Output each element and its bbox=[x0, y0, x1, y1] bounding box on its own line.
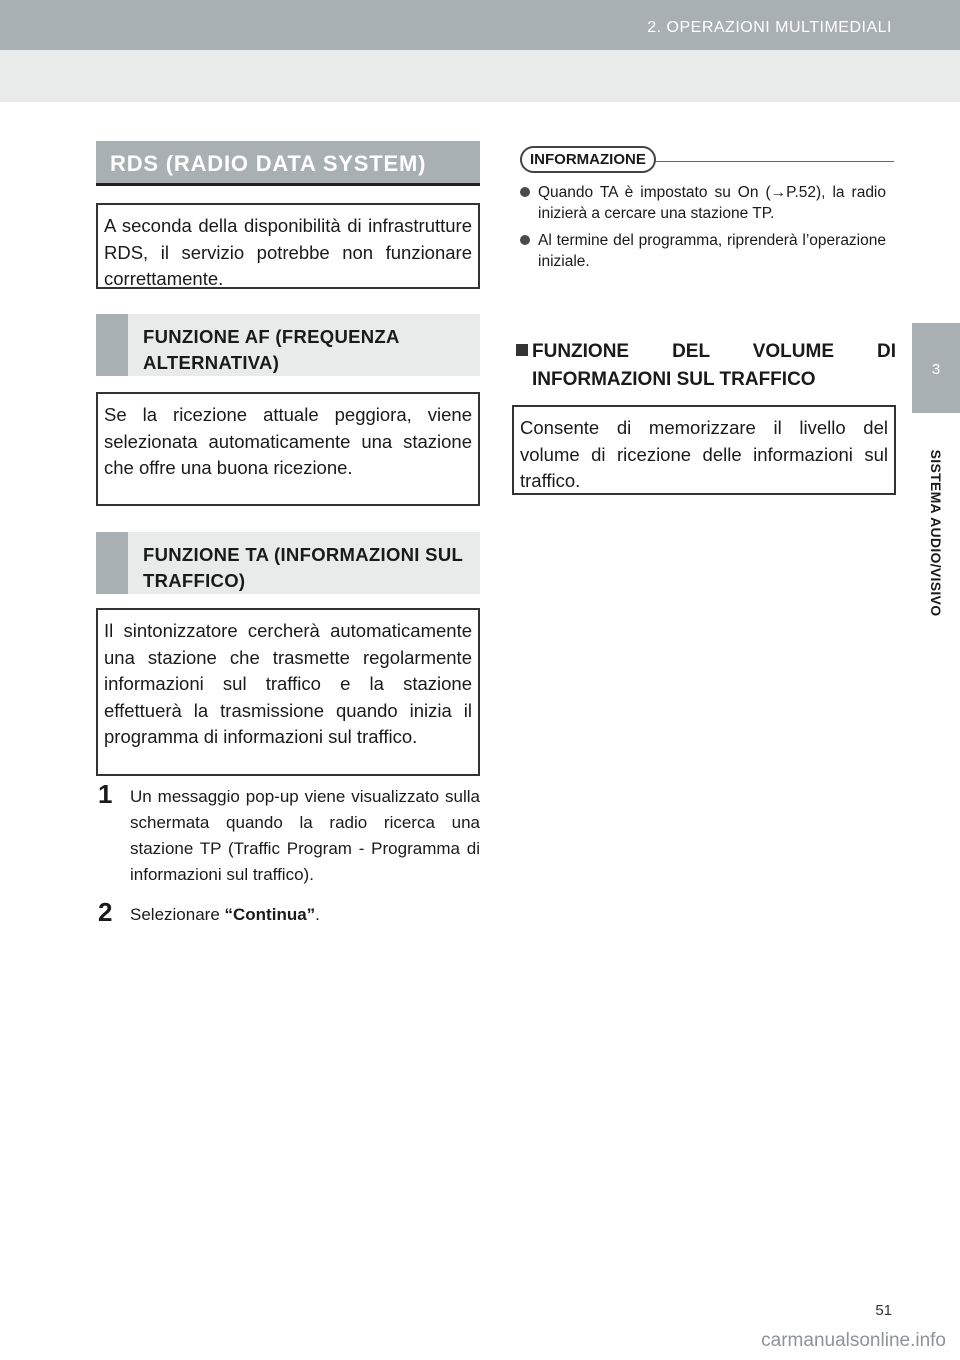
chapter-number: 3 bbox=[931, 361, 941, 378]
ta-heading-tab bbox=[96, 532, 128, 594]
square-bullet-icon bbox=[516, 344, 528, 356]
rds-description-box bbox=[96, 203, 480, 289]
watermark: carmanualsonline.info bbox=[761, 1330, 946, 1351]
volume-title: FUNZIONE DEL VOLUME DI INFORMAZIONI SUL TRAFFICO bbox=[532, 341, 896, 390]
info-bullet bbox=[520, 230, 886, 272]
rds-title: RDS (RADIO DATA SYSTEM) bbox=[110, 151, 427, 176]
volume-description: Consente di memorizzare il livello del volume di ricezione delle informazioni sul traffico. bbox=[520, 417, 888, 491]
info-badge: INFORMAZIONE bbox=[520, 146, 656, 173]
info-bullets bbox=[520, 182, 886, 278]
chapter-label-area bbox=[912, 413, 960, 653]
steps-list bbox=[96, 779, 480, 936]
step-2 bbox=[96, 897, 480, 928]
ta-heading bbox=[96, 532, 480, 594]
bullet-icon bbox=[520, 235, 530, 245]
header-bar bbox=[0, 0, 960, 50]
volume-heading bbox=[514, 338, 896, 394]
step-2-text: Selezionare bbox=[130, 905, 225, 924]
ta-title: FUNZIONE TA (INFORMAZIONI SUL TRAFFICO) bbox=[143, 544, 463, 591]
chapter-tab[interactable] bbox=[912, 323, 960, 413]
ta-description-box bbox=[96, 608, 480, 776]
af-title: FUNZIONE AF (FREQUENZA ALTERNATIVA) bbox=[143, 326, 399, 373]
bullet-icon bbox=[520, 187, 530, 197]
volume-description-box bbox=[512, 405, 896, 495]
step-1-text: Un messaggio pop-up viene visualizzato sulla schermata quando la radio ricerca una stazione TP (Traffic Program - Programma di informazioni sul traffico). bbox=[130, 787, 480, 884]
info-bullet-text: Al termine del programma, riprenderà l’operazione iniziale. bbox=[538, 232, 886, 270]
rds-title-underline bbox=[96, 183, 480, 186]
rds-title-bar bbox=[96, 141, 480, 183]
chapter-label: SISTEMA AUDIO/VISIVO bbox=[928, 449, 944, 617]
rds-description: A seconda della disponibilità di infrastrutture RDS, il servizio potrebbe non funzionare correttamente. bbox=[104, 215, 472, 289]
af-heading bbox=[96, 314, 480, 376]
page-number: 51 bbox=[875, 1302, 892, 1319]
section-title: 2. OPERAZIONI MULTIMEDIALI bbox=[647, 19, 892, 36]
af-description-box bbox=[96, 392, 480, 506]
af-heading-tab bbox=[96, 314, 128, 376]
ta-description: Il sintonizzatore cercherà automaticamente una stazione che trasmette regolarmente informazioni sul traffico e la stazione effettuerà la trasmissione quando inizia il programma di informazioni sul traffico. bbox=[104, 620, 472, 747]
continua-label: “Continua” bbox=[224, 905, 316, 924]
header-subbar bbox=[0, 50, 960, 102]
step-1-number: 1 bbox=[98, 779, 113, 809]
info-bullet-text: Quando TA è impostato su On (→P.52), la radio inizierà a cercare una stazione TP. bbox=[538, 184, 886, 222]
step-1 bbox=[96, 779, 480, 888]
step-2-end: . bbox=[315, 905, 320, 924]
af-description: Se la ricezione attuale peggiora, viene selezionata automaticamente una stazione che offre una buona ricezione. bbox=[104, 404, 472, 478]
info-bullet bbox=[520, 182, 886, 224]
step-2-number: 2 bbox=[98, 897, 113, 927]
